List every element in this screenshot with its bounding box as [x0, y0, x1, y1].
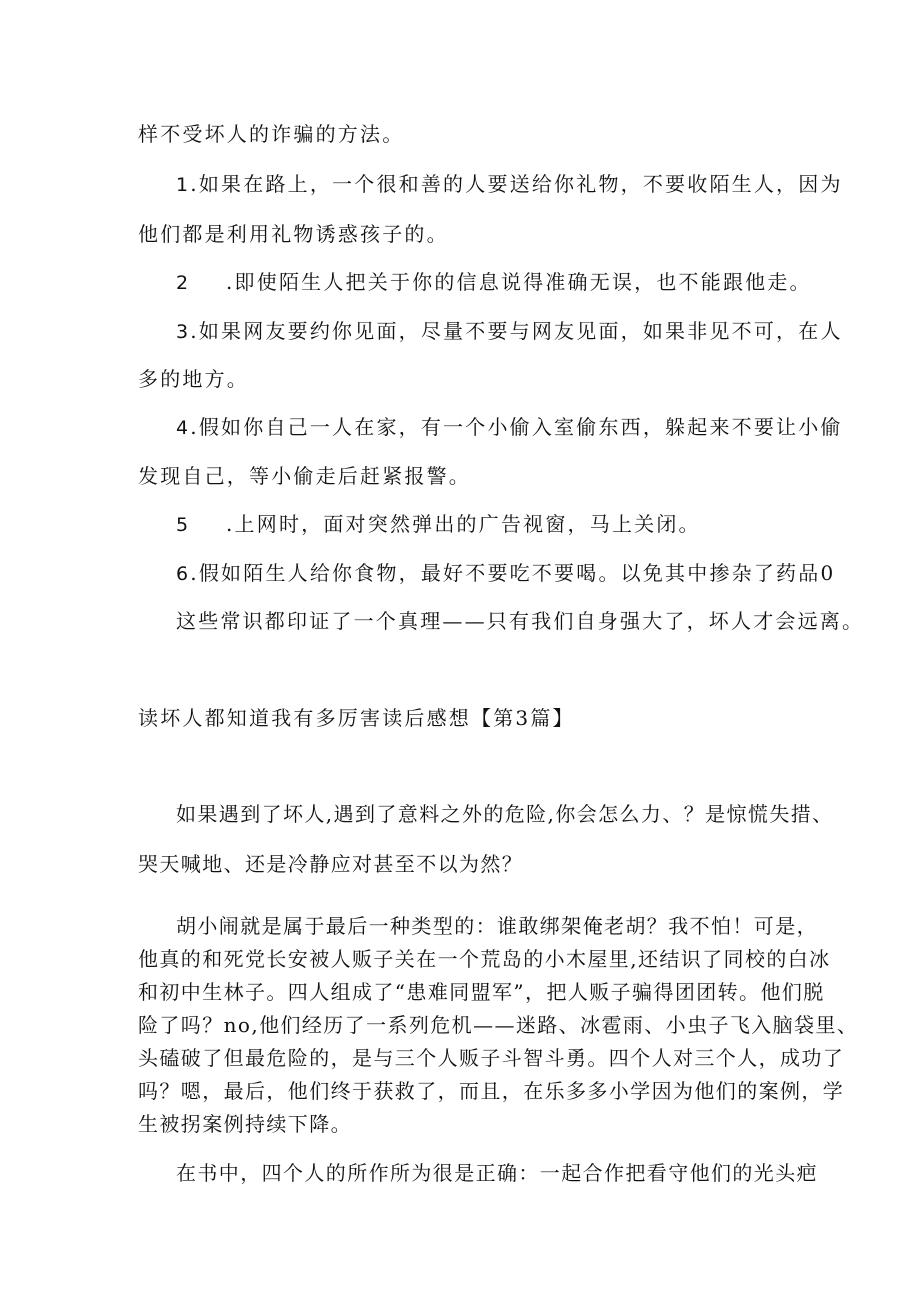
section-heading: 读坏人都知道我有多厉害读后感想【第3篇】: [138, 706, 575, 730]
list-item-1: [176, 171, 843, 198]
item-text: .如果在路上，一个很和善的人要送给你礼物，不要收陌生人，因为: [190, 172, 843, 196]
item-number: 2: [176, 272, 191, 294]
item-number: 6: [176, 563, 191, 585]
item-text: .如果网友要约你见面，尽量不要与网友见面，如果非见不可，在人: [190, 319, 843, 343]
paragraph-2-line: 胡小闹就是属于最后一种类型的：谁敢绑架俺老胡？我不怕！可是，: [176, 914, 818, 938]
paragraph-2-line: 他真的和死党长安被人贩子关在一个荒岛的小木屋里,还结识了同校的白冰: [138, 947, 831, 971]
list-item-3-continued: 多的地方。: [138, 367, 249, 391]
paragraph-2-line: 和初中生林子。四人组成了“患难同盟军”，把人贩子骗得团团转。他们脱: [138, 980, 825, 1004]
item-text: .上网时，面对突然弹出的广告视窗，马上关闭。: [226, 512, 701, 536]
item-number: 5: [176, 514, 191, 536]
item-number: 4: [176, 417, 191, 439]
item-text: .即使陌生人把关于你的信息说得准确无误，也不能跟他走。: [226, 270, 812, 294]
paragraph-1-line-1: 如果遇到了坏人,遇到了意料之外的危险,你会怎么力、？是惊慌失措、: [176, 802, 834, 826]
item-number: 3: [176, 321, 191, 343]
list-item-2: [176, 269, 812, 296]
paragraph-2-line: 吗？嗯，最后，他们终于获救了，而且，在乐多多小学因为他们的案例，学: [138, 1079, 845, 1103]
item-text: .假如陌生人给你食物，最好不要吃不要喝。以免其中掺杂了药品0: [190, 561, 836, 585]
paragraph-1-line-2: 哭天喊地、还是冷静应对甚至不以为然？: [138, 852, 524, 876]
paragraph-2-line: 生被拐案例持续下降。: [138, 1112, 352, 1136]
list-item-4-continued: 发现自己，等小偷走后赶紧报警。: [138, 464, 471, 488]
list-item-6: [176, 560, 835, 587]
list-item-3: [176, 318, 843, 345]
paragraph-2-line: 险了吗？no,他们经历了一系列危机——迷路、冰雹雨、小虫子飞入脑袋里、: [138, 1013, 859, 1037]
item-text: .假如你自己一人在家，有一个小偷入室偷东西，躲起来不要让小偷: [190, 415, 843, 439]
intro-tail: 样不受坏人的诈骗的方法。: [138, 122, 405, 146]
paragraph-2-line: 头磕破了但最危险的，是与三个人贩子斗智斗勇。四个人对三个人，成功了: [138, 1046, 845, 1070]
list-item-5: [176, 511, 701, 538]
list-item-4: [176, 414, 843, 441]
paragraph-3-line-1: 在书中，四个人的所作所为很是正确：一起合作把看守他们的光头疤: [176, 1161, 818, 1185]
conclusion: 这些常识都印证了一个真理——只有我们自身强大了，坏人才会远离。: [176, 609, 865, 633]
list-item-1-continued: 他们都是利用礼物诱惑孩子的。: [138, 222, 449, 246]
item-number: 1: [176, 174, 191, 196]
